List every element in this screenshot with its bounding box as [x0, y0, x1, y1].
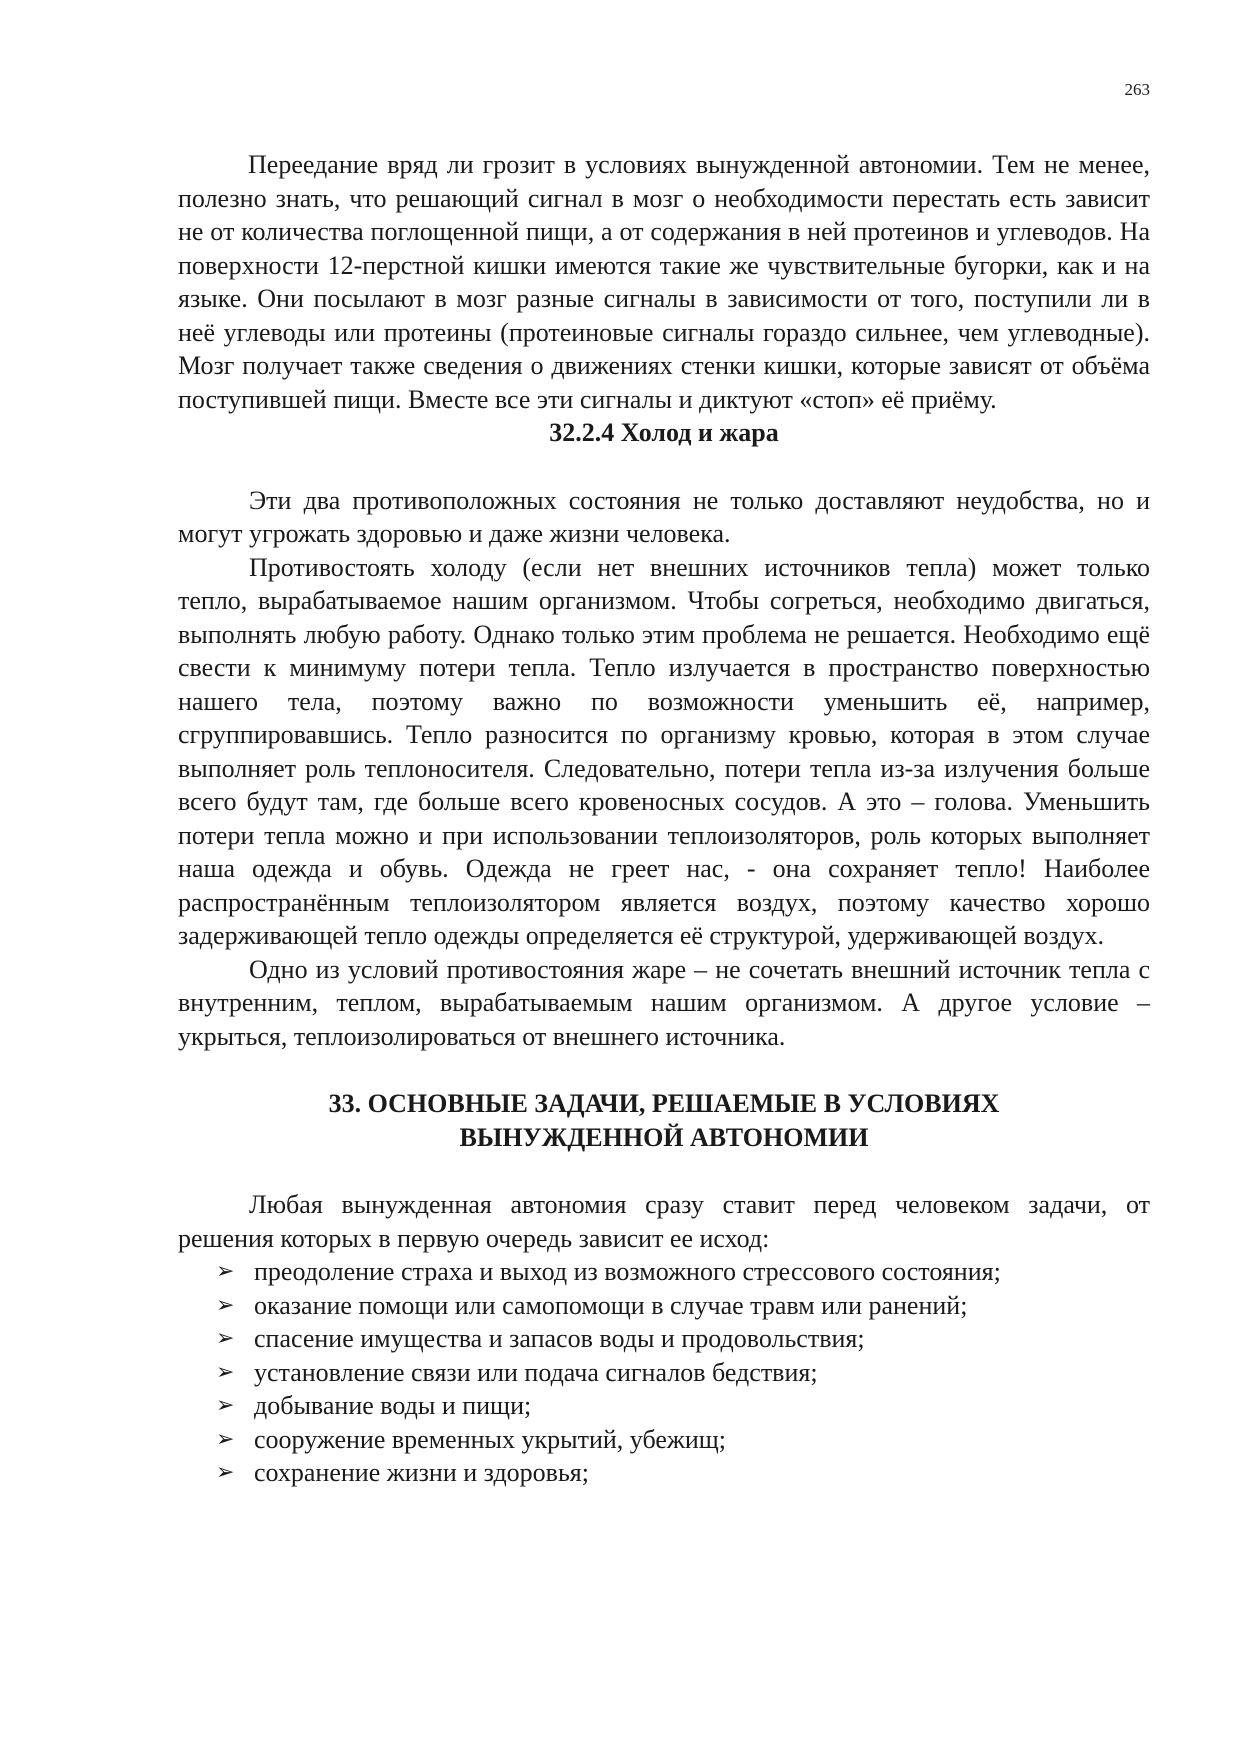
list-item — [216, 1356, 1150, 1390]
chapter-intro: Любая вынужденная автономия сразу ставит перед человеком задачи, от решения которых в первую очередь зависит ее исход: — [178, 1190, 1150, 1253]
chapter-title-line-1: 33. ОСНОВНЫЕ ЗАДАЧИ, РЕШАЕМЫЕ В УСЛОВИЯХ — [328, 1089, 1000, 1118]
chapter-title — [178, 1087, 1150, 1155]
list-item-text: добывание воды и пищи; — [254, 1391, 532, 1420]
list-item — [216, 1456, 1150, 1490]
list-item-text: спасение имущества и запасов воды и продовольствия; — [254, 1324, 865, 1353]
list-item — [216, 1289, 1150, 1323]
arrow-bullet-icon: ➢ — [216, 1393, 235, 1418]
subsection-paragraph-3: Одно из условий противостояния жаре – не сочетать внешний источник тепла с внутренним, теплом, вырабатываемым нашим организмом. А другое условие – укрыться, теплоизолироваться от внешнего источника. — [178, 954, 1150, 1051]
list-item-text: преодоление страха и выход из возможного стрессового состояния; — [254, 1257, 1001, 1286]
arrow-bullet-icon: ➢ — [216, 1460, 235, 1485]
task-list — [178, 1255, 1150, 1490]
list-item — [216, 1423, 1150, 1457]
arrow-bullet-icon: ➢ — [216, 1426, 235, 1452]
list-item — [216, 1389, 1150, 1423]
list-item — [216, 1322, 1150, 1356]
subsection-paragraph-2: Противостоять холоду (если нет внешних источников тепла) может только тепло, вырабатываемое нашим организмом. Чтобы согреться, необходимо двигаться, выполнять любую работу. Однако только этим проблема не решается. Необходимо ещё свести к минимуму потери тепла. Тепло излучается в пространство поверхностью нашего тела, поэтому важно по возможности уменьшить её, например, сгруппировавшись. Тепло разносится по организму кровью, которая в этом случае выполняет роль теплоносителя. Следовательно, потери тепла из-за излучения больше всего будут там, где больше всего кровеносных сосудов. А это – голова. Уменьшить потери тепла можно и при использовании теплоизоляторов, роль которых выполняет наша одежда и обувь. Одежда не греет нас, - она сохраняет тепло! Наиболее распространённым теплоизолятором является воздух, поэтому качество хорошо задерживающей тепло одежды определяется её структурой, удерживающей воздух. — [178, 552, 1150, 950]
page-content — [178, 148, 1150, 1490]
chapter-title-line-2: ВЫНУЖДЕННОЙ АВТОНОМИИ — [459, 1123, 869, 1152]
arrow-bullet-icon: ➢ — [216, 1259, 235, 1284]
arrow-bullet-icon: ➢ — [216, 1326, 235, 1351]
page-number: 263 — [1124, 80, 1150, 99]
list-item — [216, 1255, 1150, 1289]
list-item-text: оказание помощи или самопомощи в случае травм или ранений; — [254, 1290, 968, 1320]
intro-paragraph: Переедание вряд ли грозит в условиях вынужденной автономии. Тем не менее, полезно знать, что решающий сигнал в мозг о необходимости перестать есть зависит не от количества поглощенной пищи, а от содержания в ней протеинов и углеводов. На поверхности 12-перстной кишки имеются такие же чувствительные бугорки, как и на языке. Они посылают в мозг разные сигналы в зависимости от того, поступили ли в неё углеводы или протеины (протеиновые сигналы гораздо сильнее, чем углеводные). Мозг получает также сведения о движениях стенки кишки, которые зависят от объёма поступившей пищи. Вместе все эти сигналы и диктуют «стоп» её приёму. — [178, 150, 1150, 414]
arrow-bullet-icon: ➢ — [216, 1292, 235, 1318]
list-item-text: сооружение временных укрытий, убежищ; — [254, 1424, 726, 1454]
subsection-paragraph-1: Эти два противоположных состояния не только доставляют неудобства, но и могут угрожать здоровью и даже жизни человека. — [178, 485, 1150, 548]
list-item-text: сохранение жизни и здоровья; — [254, 1458, 589, 1487]
arrow-bullet-icon: ➢ — [216, 1359, 235, 1385]
subsection-title: 32.2.4 Холод и жара — [549, 418, 779, 447]
list-item-text: установление связи или подача сигналов бедствия; — [254, 1357, 818, 1387]
